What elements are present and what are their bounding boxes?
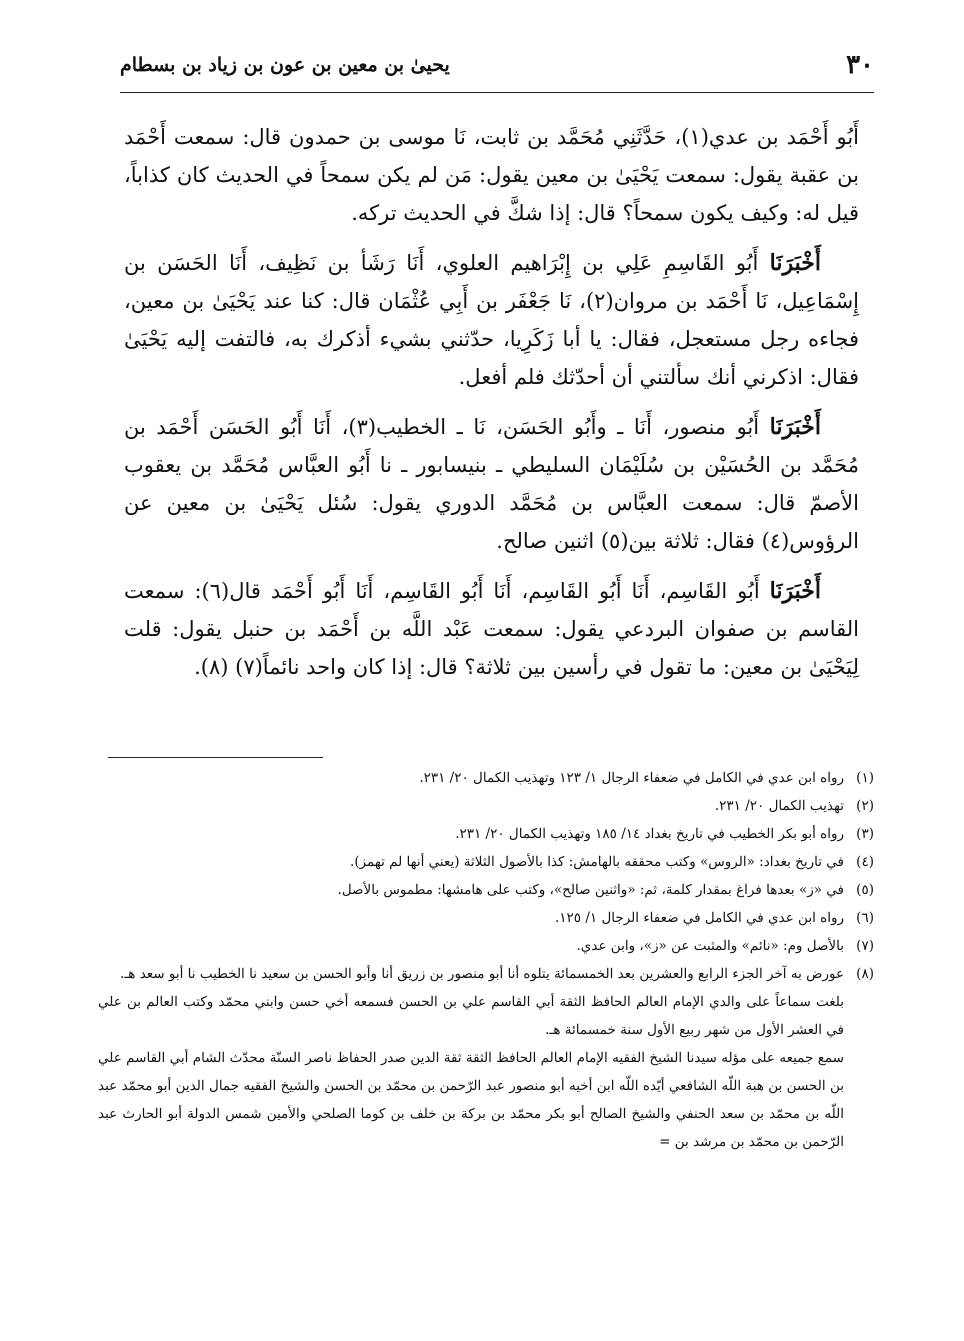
paragraph-text: أَبُو أَحْمَد بن عدي(١)، حَدَّثَنِي مُحَمَّد بن ثابت، نَا موسى بن حمدون قال: سمعت أَحْمَد بن عقبة يقول: سمعت يَحْيَىٰ بن معين يقول: مَن لم يكن سمحاً في الحديث كان كذاباً، قيل له: وكيف يكون سمحاً؟ قال: إذا شكَّ في الحديث تركه.: [124, 125, 860, 225]
footnote-text: عورض به آخر الجزء الرابع والعشرين بعد الخمسمائة يتلوه أنا أبو منصور بن زريق أنا وأبو الحسن بن سعيد نا الخطيب نا أبو سعد هـ.: [120, 966, 844, 982]
main-text: [124, 118, 859, 698]
footnote-text: بالأصل وم: «نائم» والمثبت عن «ز»، وابن عدي.: [576, 938, 844, 954]
footnote-separator: [108, 757, 323, 758]
footnote-text: في «ز» بعدها فراغ بمقدار كلمة، ثم: «واثنين صالح»، وكتب على هامشها: مطموس بالأصل.: [337, 882, 844, 898]
footnote-text: في تاريخ بغداد: «الروس» وكتب محققه بالهامش: كذا بالأصول الثلاثة (يعني أنها لم تهمز).: [350, 854, 844, 870]
page-number: ٣٠: [846, 50, 874, 80]
paragraph-text: أَبُو القَاسِمِ عَلِي بن إِبْرَاهيم العلوي، أَنَا رَشَأ بن نَظِيف، أَنَا الحَسَن بن إِسْمَاعِيل، نَا أَحْمَد بن مروان(٢)، نَا جَعْفَر بن أَبِي عُثْمَان قال: كنا عند يَحْيَىٰ بن معين، فجاءه رجل مستعجل، فقال: يا أبا زَكَرِيا، حدّثني بشيء أذكرك به، فالتفت إليه يَحْيَىٰ فقال: اذكرني أنك سألتني أن أحدّثك فلم أفعل.: [124, 251, 860, 389]
page-header: [120, 42, 874, 93]
footnote-number: (٦): [856, 910, 874, 926]
paragraph-lead: أَخْبَرَنَا: [769, 414, 821, 440]
paragraph-text: أَبُو القَاسِم، أَنَا أَبُو القَاسِم، أَنَا أَبُو القَاسِم، أَنَا أَبُو أَحْمَد قال(٦): سمعت القاسم بن صفوان البردعي يقول: سمعت عَبْد اللَّه بن أَحْمَد بن حنبل يقول: قلت لِيَحْيَىٰ بن معين: ما تقول في رأسين بين ثلاثة؟ قال: إذا كان واحد نائماً(٧) (٨).: [124, 579, 860, 679]
footnote-text: تهذيب الكمال ٢٠/ ٢٣١.: [714, 798, 844, 814]
footnote-number: (٢): [856, 798, 874, 814]
paragraph-lead: أَخْبَرَنَا: [769, 578, 821, 604]
footnote: [98, 792, 874, 820]
footnote: [98, 932, 874, 960]
footnote: [98, 904, 874, 932]
paragraph-text: أَبُو منصور، أَنَا ـ وأَبُو الحَسَن، نَا ـ الخطيب(٣)، أَنَا أَبُو الحَسَن أَحْمَد بن مُحَمَّد بن الحُسَيْن بن سُلَيْمَان السليطي ـ بنيسابور ـ نا أَبُو العبَّاس مُحَمَّد بن يعقوب الأصمّ قال: سمعت العبَّاس بن مُحَمَّد الدوري يقول: سُئل يَحْيَىٰ بن معين عن الرؤوس(٤) فقال: ثلاثة بين(٥) اثنين صالح.: [124, 415, 859, 553]
paragraph: [124, 408, 859, 560]
footnote: [98, 764, 874, 792]
running-title: يحيىٰ بن معين بن عون بن زياد بن بسطام: [120, 54, 450, 76]
paragraph: [124, 572, 859, 686]
footnote-continuation: سمع جميعه على مؤله سيدنا الشيخ الفقيه الإمام العالم الحافظ الثقة ثقة الدين صدر الحفاظ ناصر السنّة محدّث الشام أبي القاسم علي بن الحسن بن هبة اللّه الشافعي أيّده اللّه ابن أخيه أبو منصور عبد الرّحمن بن محمّد بن الحسن والشيخ الفقيه جمال الدين أبو محمّد عبد اللّه بن محمّد بن سعد الحنفي والشيخ الصالح أبو بكر محمّد بن بركة بن خلف بن كوما الصلحي والأمين شمس الدولة أبو الحارث عبد الرّحمن بن محمّد بن مرشد بن =: [98, 1050, 844, 1150]
footnote: [98, 960, 874, 988]
footnote-continuation: بلغت سماعاً على والدي الإمام العالم الحافظ الثقة أبي القاسم علي بن الحسن فسمعه أخي حسن وابني محمّد وكتب العالم بن علي في العشر الأول من شهر ربيع الأول سنة خمسمائة هـ.: [98, 994, 844, 1038]
footnote-number: (٤): [856, 854, 874, 870]
paragraph: [124, 244, 859, 396]
paragraph: [124, 118, 859, 232]
footnote-number: (٣): [856, 826, 874, 842]
footnote: [98, 820, 874, 848]
footnote: [98, 876, 874, 904]
footnotes: [98, 764, 874, 1156]
footnote-number: (١): [856, 770, 874, 786]
paragraph-lead: أَخْبَرَنَا: [769, 250, 821, 276]
footnote-number: (٧): [856, 938, 874, 954]
footnote-number: (٥): [856, 882, 874, 898]
footnote-text: رواه أبو بكر الخطيب في تاريخ بغداد ١٤/ ١٨٥ وتهذيب الكمال ٢٠/ ٢٣١.: [455, 826, 844, 842]
footnote-text: رواه ابن عدي في الكامل في ضعفاء الرجال ١/ ١٢٥.: [554, 910, 844, 926]
footnote-text: رواه ابن عدي في الكامل في ضعفاء الرجال ١/ ١٢٣ وتهذيب الكمال ٢٠/ ٢٣١.: [419, 770, 844, 786]
footnote: [98, 848, 874, 876]
footnote-number: (٨): [856, 966, 874, 982]
